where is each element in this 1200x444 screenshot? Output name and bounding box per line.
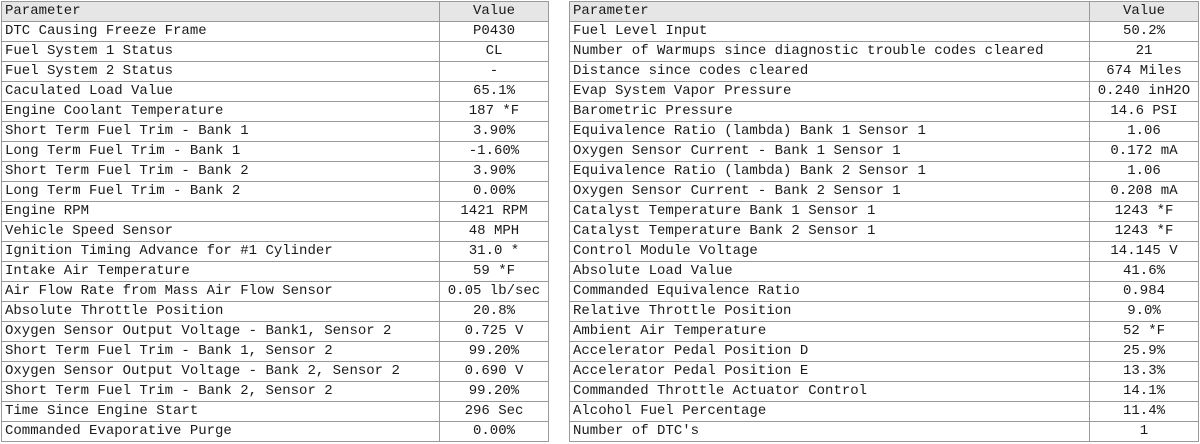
- table-row: [570, 262, 1199, 282]
- parameter-cell: Absolute Throttle Position: [2, 302, 440, 322]
- table-body-left: [2, 22, 549, 442]
- table-row: [2, 362, 549, 382]
- value-cell: 99.20%: [440, 382, 549, 402]
- value-cell: 1243 *F: [1090, 222, 1199, 242]
- table-row: [2, 22, 549, 42]
- parameter-cell: Long Term Fuel Trim - Bank 1: [2, 142, 440, 162]
- table-row: [2, 162, 549, 182]
- table-row: [570, 82, 1199, 102]
- table-row: [570, 22, 1199, 42]
- parameter-cell: Oxygen Sensor Current - Bank 2 Sensor 1: [570, 182, 1090, 202]
- parameter-cell: Short Term Fuel Trim - Bank 1: [2, 122, 440, 142]
- table-row: [2, 262, 549, 282]
- table-header-row: [2, 2, 549, 22]
- value-cell: 9.0%: [1090, 302, 1199, 322]
- value-cell: P0430: [440, 22, 549, 42]
- parameter-cell: Commanded Throttle Actuator Control: [570, 382, 1090, 402]
- value-cell: 14.1%: [1090, 382, 1199, 402]
- table-row: [570, 42, 1199, 62]
- table-row: [570, 162, 1199, 182]
- parameter-cell: Number of DTC's: [570, 422, 1090, 442]
- value-cell: 0.984: [1090, 282, 1199, 302]
- table-row: [570, 282, 1199, 302]
- value-cell: 31.0 *: [440, 242, 549, 262]
- table-row: [2, 222, 549, 242]
- value-cell: 1: [1090, 422, 1199, 442]
- parameter-cell: Long Term Fuel Trim - Bank 2: [2, 182, 440, 202]
- value-cell: 48 MPH: [440, 222, 549, 242]
- table-header-row: [570, 2, 1199, 22]
- table-row: [2, 142, 549, 162]
- table-body-right: [570, 22, 1199, 442]
- value-cell: 1421 RPM: [440, 202, 549, 222]
- parameter-cell: Short Term Fuel Trim - Bank 1, Sensor 2: [2, 342, 440, 362]
- value-cell: -1.60%: [440, 142, 549, 162]
- column-header-parameter: Parameter: [570, 2, 1090, 22]
- table-row: [2, 122, 549, 142]
- value-cell: 0.172 mA: [1090, 142, 1199, 162]
- parameter-cell: Equivalence Ratio (lambda) Bank 1 Sensor 1: [570, 122, 1090, 142]
- parameter-cell: Short Term Fuel Trim - Bank 2, Sensor 2: [2, 382, 440, 402]
- parameter-cell: Oxygen Sensor Output Voltage - Bank1, Sensor 2: [2, 322, 440, 342]
- freeze-frame-table-right: [569, 1, 1199, 442]
- value-cell: 1.06: [1090, 162, 1199, 182]
- table-row: [570, 222, 1199, 242]
- parameter-cell: DTC Causing Freeze Frame: [2, 22, 440, 42]
- table-row: [570, 422, 1199, 442]
- value-cell: 41.6%: [1090, 262, 1199, 282]
- table-row: [2, 182, 549, 202]
- value-cell: 21: [1090, 42, 1199, 62]
- table-row: [2, 242, 549, 262]
- column-header-value: Value: [1090, 2, 1199, 22]
- parameter-cell: Engine RPM: [2, 202, 440, 222]
- parameter-cell: Number of Warmups since diagnostic trouble codes cleared: [570, 42, 1090, 62]
- value-cell: 0.240 inH2O: [1090, 82, 1199, 102]
- value-cell: 3.90%: [440, 162, 549, 182]
- value-cell: 3.90%: [440, 122, 549, 142]
- parameter-cell: Intake Air Temperature: [2, 262, 440, 282]
- table-row: [570, 142, 1199, 162]
- table-row: [2, 282, 549, 302]
- table-row: [570, 322, 1199, 342]
- parameter-cell: Oxygen Sensor Current - Bank 1 Sensor 1: [570, 142, 1090, 162]
- parameter-cell: Ambient Air Temperature: [570, 322, 1090, 342]
- table-row: [570, 362, 1199, 382]
- value-cell: CL: [440, 42, 549, 62]
- parameter-cell: Equivalence Ratio (lambda) Bank 2 Sensor 1: [570, 162, 1090, 182]
- table-row: [570, 302, 1199, 322]
- parameter-cell: Oxygen Sensor Output Voltage - Bank 2, Sensor 2: [2, 362, 440, 382]
- table-row: [2, 102, 549, 122]
- value-cell: 0.725 V: [440, 322, 549, 342]
- table-row: [570, 402, 1199, 422]
- parameter-cell: Catalyst Temperature Bank 1 Sensor 1: [570, 202, 1090, 222]
- parameter-cell: Caculated Load Value: [2, 82, 440, 102]
- value-cell: 65.1%: [440, 82, 549, 102]
- value-cell: 0.05 lb/sec: [440, 282, 549, 302]
- table-row: [570, 62, 1199, 82]
- value-cell: 20.8%: [440, 302, 549, 322]
- table-row: [570, 242, 1199, 262]
- parameter-cell: Absolute Load Value: [570, 262, 1090, 282]
- value-cell: 296 Sec: [440, 402, 549, 422]
- value-cell: -: [440, 62, 549, 82]
- value-cell: 14.145 V: [1090, 242, 1199, 262]
- parameter-cell: Vehicle Speed Sensor: [2, 222, 440, 242]
- value-cell: 1243 *F: [1090, 202, 1199, 222]
- parameter-cell: Ignition Timing Advance for #1 Cylinder: [2, 242, 440, 262]
- table-row: [570, 122, 1199, 142]
- table-row: [2, 342, 549, 362]
- parameter-cell: Catalyst Temperature Bank 2 Sensor 1: [570, 222, 1090, 242]
- value-cell: 0.00%: [440, 182, 549, 202]
- parameter-cell: Fuel Level Input: [570, 22, 1090, 42]
- parameter-cell: Alcohol Fuel Percentage: [570, 402, 1090, 422]
- parameter-cell: Relative Throttle Position: [570, 302, 1090, 322]
- parameter-cell: Evap System Vapor Pressure: [570, 82, 1090, 102]
- value-cell: 13.3%: [1090, 362, 1199, 382]
- value-cell: 59 *F: [440, 262, 549, 282]
- table-row: [570, 342, 1199, 362]
- parameter-cell: Fuel System 1 Status: [2, 42, 440, 62]
- value-cell: 0.00%: [440, 422, 549, 442]
- parameter-cell: Barometric Pressure: [570, 102, 1090, 122]
- value-cell: 14.6 PSI: [1090, 102, 1199, 122]
- table-row: [2, 422, 549, 442]
- column-header-parameter: Parameter: [2, 2, 440, 22]
- column-header-value: Value: [440, 2, 549, 22]
- parameter-cell: Accelerator Pedal Position E: [570, 362, 1090, 382]
- table-row: [2, 202, 549, 222]
- freeze-frame-table-left: [1, 1, 549, 442]
- table-row: [2, 42, 549, 62]
- parameter-cell: Commanded Equivalence Ratio: [570, 282, 1090, 302]
- parameter-cell: Control Module Voltage: [570, 242, 1090, 262]
- table-row: [570, 202, 1199, 222]
- table-row: [2, 402, 549, 422]
- table-row: [2, 382, 549, 402]
- value-cell: 0.208 mA: [1090, 182, 1199, 202]
- parameter-cell: Time Since Engine Start: [2, 402, 440, 422]
- value-cell: 99.20%: [440, 342, 549, 362]
- parameter-cell: Distance since codes cleared: [570, 62, 1090, 82]
- value-cell: 52 *F: [1090, 322, 1199, 342]
- table-row: [570, 182, 1199, 202]
- parameter-cell: Engine Coolant Temperature: [2, 102, 440, 122]
- parameter-cell: Fuel System 2 Status: [2, 62, 440, 82]
- table-row: [2, 62, 549, 82]
- value-cell: 25.9%: [1090, 342, 1199, 362]
- value-cell: 1.06: [1090, 122, 1199, 142]
- value-cell: 0.690 V: [440, 362, 549, 382]
- parameter-cell: Air Flow Rate from Mass Air Flow Sensor: [2, 282, 440, 302]
- table-row: [2, 322, 549, 342]
- parameter-cell: Accelerator Pedal Position D: [570, 342, 1090, 362]
- table-row: [2, 82, 549, 102]
- value-cell: 187 *F: [440, 102, 549, 122]
- value-cell: 11.4%: [1090, 402, 1199, 422]
- value-cell: 674 Miles: [1090, 62, 1199, 82]
- table-row: [570, 382, 1199, 402]
- parameter-cell: Commanded Evaporative Purge: [2, 422, 440, 442]
- value-cell: 50.2%: [1090, 22, 1199, 42]
- table-row: [2, 302, 549, 322]
- table-row: [570, 102, 1199, 122]
- parameter-cell: Short Term Fuel Trim - Bank 2: [2, 162, 440, 182]
